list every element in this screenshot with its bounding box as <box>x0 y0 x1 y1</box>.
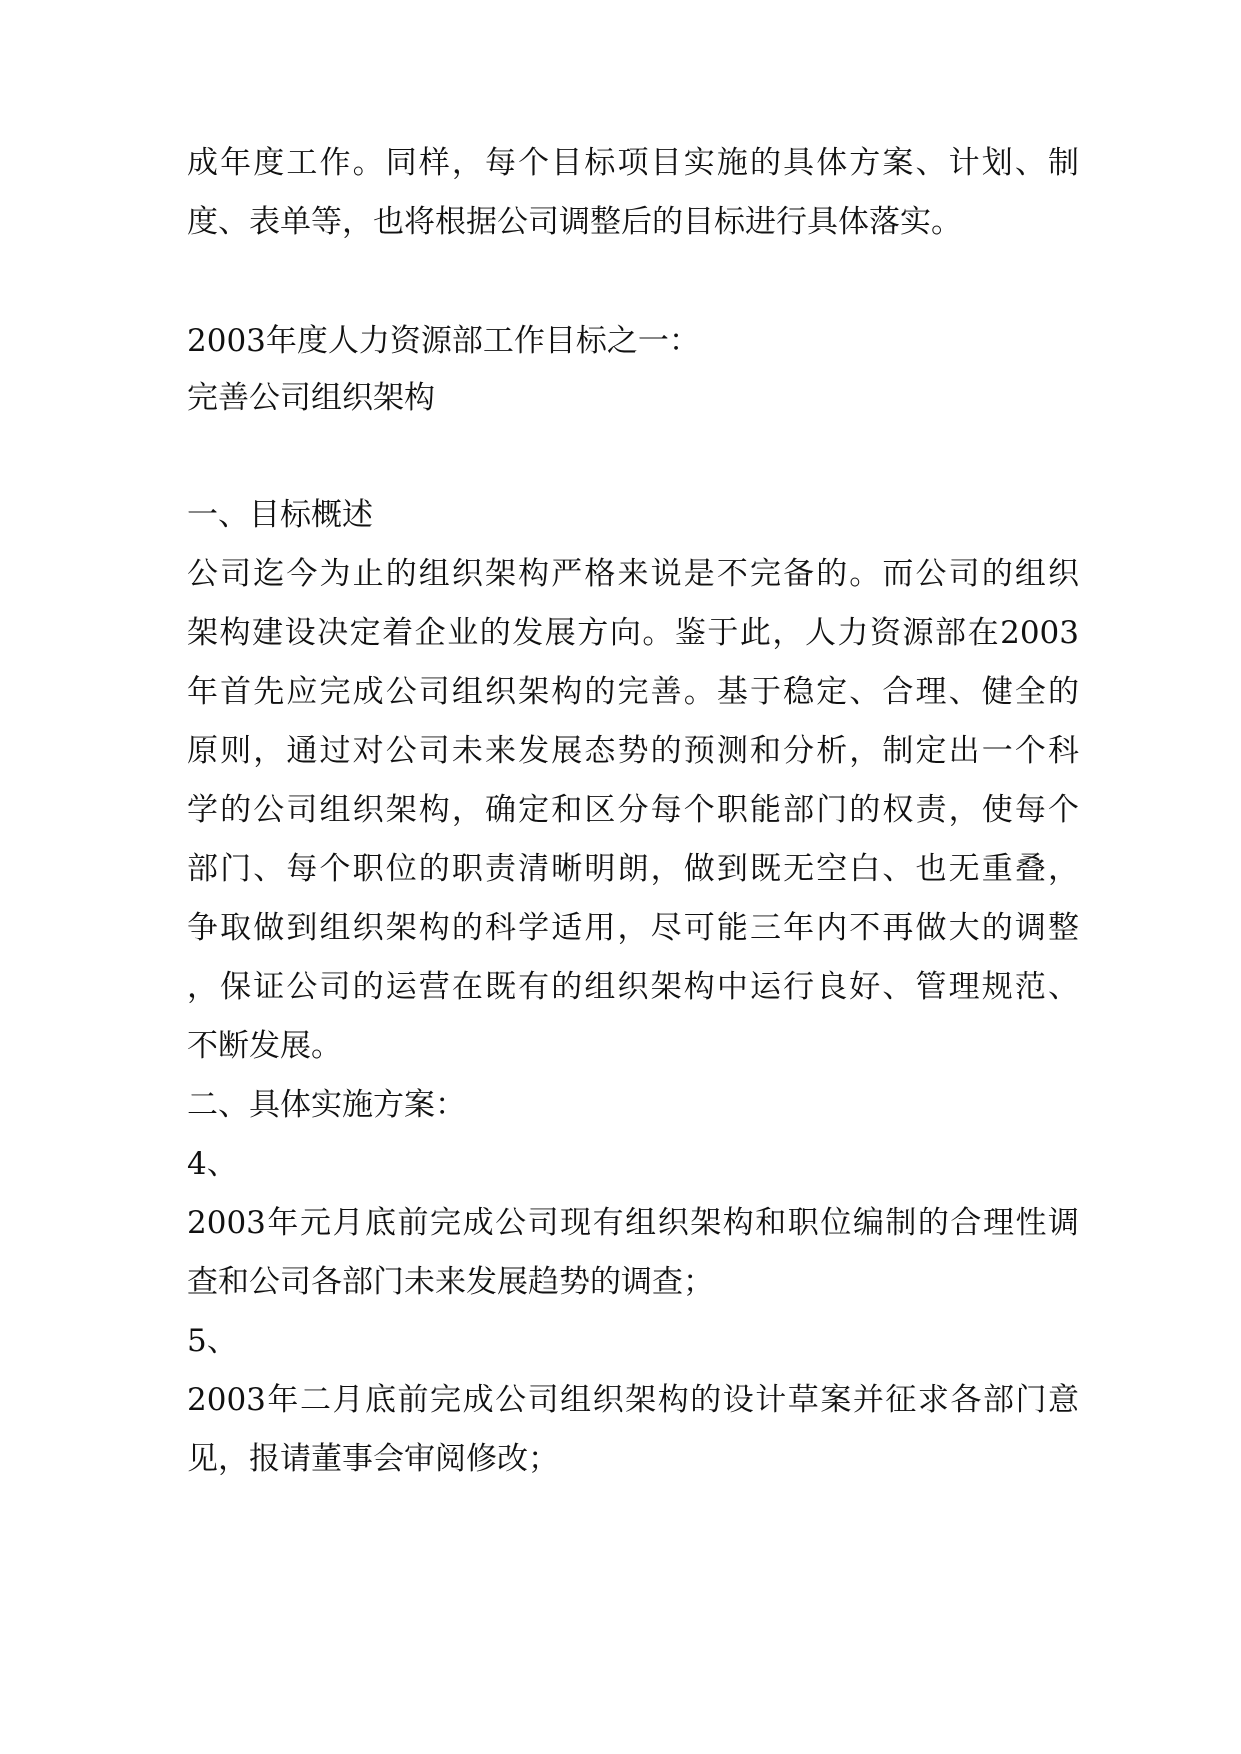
section1-body-line-7: 争取做到组织架构的科学适用，尽可能三年内不再做大的调整 <box>187 910 1079 946</box>
item4-text-line-1: 2003年元月底前完成公司现有组织架构和职位编制的合理性调 <box>187 1205 1079 1241</box>
section1-body-line-2: 架构建设决定着企业的发展方向。鉴于此，人力资源部在2003 <box>187 615 1079 651</box>
section1-body-line-4: 原则，通过对公司未来发展态势的预测和分析，制定出一个科 <box>187 733 1079 769</box>
item4-text-line-2: 查和公司各部门未来发展趋势的调查； <box>187 1264 714 1300</box>
intro-line-1: 成年度工作。同样，每个目标项目实施的具体方案、计划、制 <box>187 145 1079 181</box>
section2-heading: 二、具体实施方案： <box>187 1087 466 1123</box>
section1-body-line-3: 年首先应完成公司组织架构的完善。基于稳定、合理、健全的 <box>187 674 1079 710</box>
section1-body-line-5: 学的公司组织架构，确定和区分每个职能部门的权责，使每个 <box>187 792 1079 828</box>
item5-text-line-1: 2003年二月底前完成公司组织架构的设计草案并征求各部门意 <box>187 1382 1079 1418</box>
goal-title: 完善公司组织架构 <box>187 380 435 416</box>
section1-heading: 一、目标概述 <box>187 497 373 533</box>
section1-body-line-6: 部门、每个职位的职责清晰明朗，做到既无空白、也无重叠， <box>187 851 1079 887</box>
section1-body-line-8: ，保证公司的运营在既有的组织架构中运行良好、管理规范、 <box>187 969 1079 1005</box>
item4-number: 4、 <box>187 1146 238 1182</box>
intro-line-2: 度、表单等，也将根据公司调整后的目标进行具体落实。 <box>187 204 962 240</box>
section1-body-line-9: 不断发展。 <box>187 1028 342 1064</box>
item5-number: 5、 <box>187 1323 238 1359</box>
section1-body-line-1: 公司迄今为止的组织架构严格来说是不完备的。而公司的组织 <box>187 556 1079 592</box>
item5-text-line-2: 见，报请董事会审阅修改； <box>187 1441 559 1477</box>
goal-heading: 2003年度人力资源部工作目标之一： <box>187 323 700 359</box>
